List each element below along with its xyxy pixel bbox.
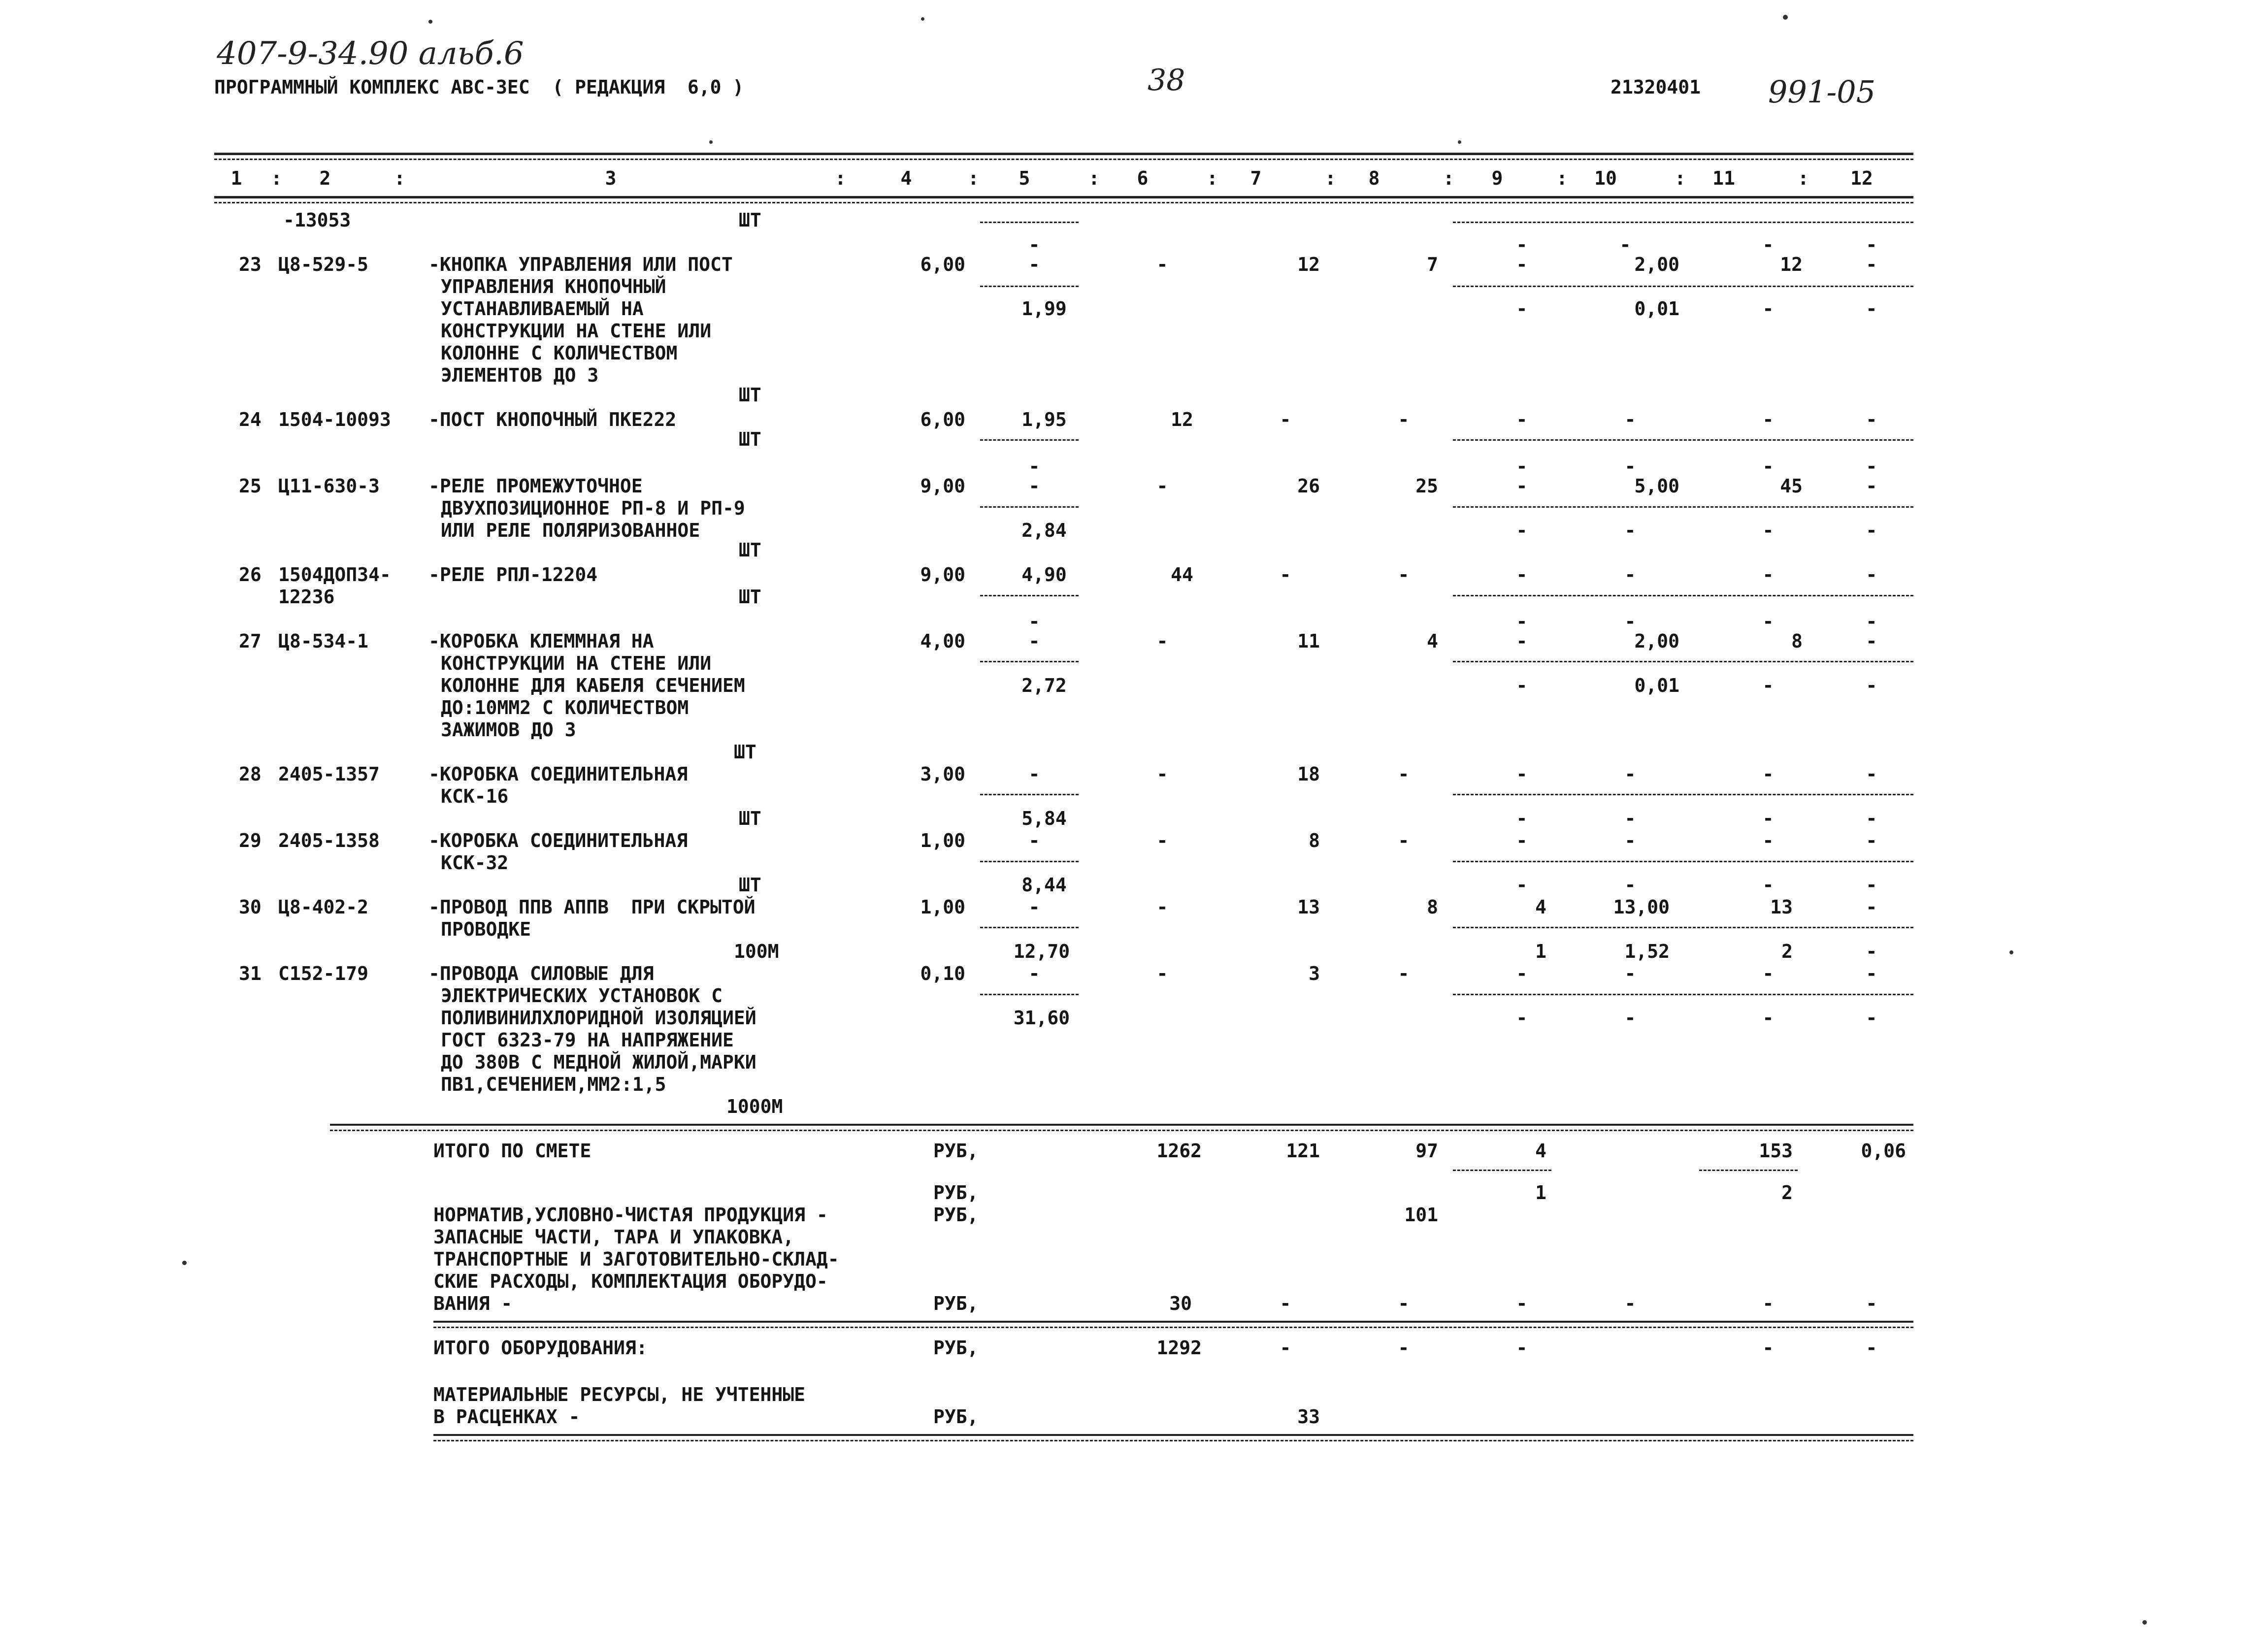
column-header: 1 [230,167,242,189]
table-cell: - [1028,254,1040,275]
table-cell: - [1516,520,1528,541]
table-cell-desc: УСТАНАВЛИВАЕМЫЙ НА [441,298,644,320]
table-cell: - [1516,874,1528,896]
table-cell-desc: ПОЛИВИНИЛХЛОРИДНОЙ ИЗОЛЯЦИЕЙ [441,1007,756,1029]
table-cell-code: 2405-1357 [278,763,380,785]
table-cell-code: 1504ДОП34- [278,564,391,586]
table-cell-desc: -КОРОБКА СОЕДИНИТЕЛЬНАЯ [428,830,688,851]
table-cell: - [1028,611,1040,632]
table-cell: - [1866,564,1877,586]
total-smeta-unit2: РУБ, [933,1182,979,1204]
table-cell: - [1762,830,1774,851]
table-cell: - [1866,409,1877,430]
scan-speck [921,17,924,21]
column-separator: : [835,167,846,189]
table-cell: 31,60 [1013,1007,1070,1029]
total-smeta-unit: РУБ, [933,1140,979,1162]
table-cell: - [1280,564,1291,586]
table-cell-code: 2405-1358 [278,830,380,851]
cell-rule [1453,1170,1551,1171]
table-cell-desc: ЭЛЕМЕНТОВ ДО 3 [441,364,599,386]
table-cell: 4 [1427,630,1438,652]
table-cell: 8,44 [1021,874,1067,896]
totals-rule [330,1124,1913,1126]
table-cell-num: 30 [239,896,262,918]
table-cell: - [1624,874,1636,896]
table-cell: 2,72 [1021,675,1067,696]
table-cell: 7 [1427,254,1438,275]
table-cell: - [1866,963,1877,984]
table-cell-unit: ШТ [739,874,761,896]
table-cell: - [1398,763,1410,785]
cell-rule [980,794,1079,795]
equipment-total-unit: РУБ, [933,1337,979,1359]
equipment-total-label: ИТОГО ОБОРУДОВАНИЯ: [433,1337,648,1359]
table-cell: - [1762,963,1774,984]
cell-rule [1453,222,1913,223]
cell-rule [980,861,1079,862]
table-cell: 1 [1535,941,1546,962]
table-cell: - [1516,234,1528,256]
column-header: 3 [605,167,617,189]
table-cell-desc: КСК-32 [441,852,509,874]
table-cell: - [1762,763,1774,785]
column-separator: : [271,167,282,189]
table-cell: - [1624,808,1636,829]
cell-rule [1453,439,1913,441]
table-cell: - [1762,564,1774,586]
table-cell: - [1762,874,1774,896]
table-cell: 26 [1297,475,1320,497]
column-header: 9 [1491,167,1503,189]
table-cell: - [1516,630,1528,652]
cell-rule [1453,794,1913,795]
table-cell: - [1624,564,1636,586]
table-cell: - [1624,409,1636,430]
table-cell-code: 1504-10093 [278,409,391,430]
total-smeta-c9b: 1 [1535,1182,1546,1204]
handwritten-reference: 407-9-34.90 альб.6 [217,35,524,72]
table-cell-desc: КОЛОННЕ ДЛЯ КАБЕЛЯ СЕЧЕНИЕМ [441,675,745,696]
table-cell-unit: ШТ [739,428,761,450]
table-cell: - [1516,409,1528,430]
table-cell: 0,01 [1634,675,1679,696]
cell-rule [980,439,1079,441]
cell-rule [1453,661,1913,662]
cell-rule [1453,994,1913,995]
table-cell: - [1280,409,1291,430]
table-cell: - [1516,963,1528,984]
cell-rule [1453,286,1913,287]
column-separator: : [1798,167,1809,189]
materials-line: МАТЕРИАЛЬНЫЕ РЕСУРСЫ, НЕ УЧТЕННЫЕ [433,1384,805,1405]
table-cell-num: 24 [239,409,262,430]
table-cell: 12 [1171,409,1193,430]
table-cell: - [1866,254,1877,275]
table-cell: - [1624,456,1636,477]
equipment-total-c9: - [1516,1337,1528,1359]
table-cell: - [1762,808,1774,829]
table-cell: 13 [1297,896,1320,918]
table-cell: - [1028,234,1040,256]
table-cell: 45 [1780,475,1803,497]
equipment-total-c11: - [1762,1337,1774,1359]
table-cell-desc: ГОСТ 6323-79 НА НАПРЯЖЕНИЕ [441,1029,734,1051]
table-cell: - [1762,520,1774,541]
table-cell: 2 [1781,941,1793,962]
table-cell: - [1156,254,1168,275]
table-cell: 1,99 [1021,298,1067,320]
column-header: 12 [1850,167,1873,189]
page-number: 38 [1148,63,1185,98]
table-cell: 1,00 [920,896,965,918]
table-cell: - [1156,475,1168,497]
table-cell: - [1156,630,1168,652]
table-cell: 6,00 [920,409,965,430]
table-cell: 4,90 [1021,564,1067,586]
table-cell: - [1624,830,1636,851]
total-smeta-c9: 4 [1535,1140,1546,1162]
normativ-c10: - [1624,1293,1636,1314]
handwritten-code: 991-05 [1768,74,1876,110]
normativ-line: СКИЕ РАСХОДЫ, КОМПЛЕКТАЦИЯ ОБОРУДО- [433,1271,828,1292]
equipment-total-c7: - [1280,1337,1291,1359]
normativ-unit: РУБ, [933,1204,979,1226]
column-separator: : [1443,167,1454,189]
materials-unit: РУБ, [933,1406,979,1428]
totals-rule-2 [330,1130,1913,1131]
normativ-c9: - [1516,1293,1528,1314]
table-cell-num: 27 [239,630,262,652]
table-cell-unit: ШТ [739,209,761,231]
column-separator: : [394,167,405,189]
table-cell: - [1762,456,1774,477]
scan-speck [2142,1620,2147,1625]
table-cell: - [1028,896,1040,918]
cell-rule [1699,1170,1798,1171]
table-cell-code: Ц11-630-3 [278,475,380,497]
equipment-rule [433,1321,1913,1323]
table-cell-desc: -ПРОВОДА СИЛОВЫЕ ДЛЯ [428,963,654,984]
table-cell-desc: -ПОСТ КНОПОЧНЫЙ ПКЕ222 [428,409,677,430]
table-cell: - [1028,963,1040,984]
table-cell-desc: -КОРОБКА СОЕДИНИТЕЛЬНАЯ [428,763,688,785]
table-cell-desc: -КНОПКА УПРАВЛЕНИЯ ИЛИ ПОСТ [428,254,733,275]
total-smeta-c12: 0,06 [1861,1140,1906,1162]
table-cell: - [1624,611,1636,632]
table-cell: - [1516,298,1528,320]
column-separator: : [1207,167,1218,189]
table-cell: - [1156,963,1168,984]
table-cell: - [1624,763,1636,785]
normativ-c7: - [1280,1293,1291,1314]
table-cell: - [1866,808,1877,829]
table-cell: 1,95 [1021,409,1067,430]
table-cell: - [1516,808,1528,829]
table-cell: - [1866,874,1877,896]
equipment-total-c6: 1292 [1156,1337,1202,1359]
equipment-total-c8: - [1398,1337,1410,1359]
table-cell: 0,10 [920,963,965,984]
table-cell: 0,01 [1634,298,1679,320]
table-cell-desc: ЭЛЕКТРИЧЕСКИХ УСТАНОВОК С [441,985,723,1007]
table-cell: - [1516,1007,1528,1029]
column-header: 8 [1368,167,1380,189]
table-cell: - [1516,611,1528,632]
total-smeta-c11b: 2 [1781,1182,1793,1204]
table-cell: - [1866,1007,1877,1029]
table-cell: - [1516,254,1528,275]
table-cell: - [1398,830,1410,851]
table-cell: - [1028,456,1040,477]
table-cell: - [1028,830,1040,851]
normativ-c11: - [1762,1293,1774,1314]
cell-rule [980,994,1079,995]
table-cell: - [1762,409,1774,430]
table-cell: - [1762,675,1774,696]
table-cell: - [1624,1007,1636,1029]
table-cell: 3,00 [920,763,965,785]
table-cell-desc: ЗАЖИМОВ ДО 3 [441,719,576,741]
table-cell-num: 28 [239,763,262,785]
table-cell-code: Ц8-534-1 [278,630,369,652]
table-cell-code: Ц8-402-2 [278,896,369,918]
table-cell: - [1398,564,1410,586]
table-cell: 13,00 [1613,896,1670,918]
table-cell: - [1866,830,1877,851]
top-rule-2 [214,159,1913,160]
equipment-rule-2 [433,1327,1913,1328]
cell-rule [1453,927,1913,928]
table-cell: - [1156,830,1168,851]
table-cell: 8 [1309,830,1320,851]
table-cell: 2,00 [1634,254,1679,275]
top-rule [214,153,1913,155]
table-cell: 4 [1535,896,1546,918]
table-cell-desc: -РЕЛЕ РПЛ-12204 [428,564,598,586]
table-cell-desc: ДВУХПОЗИЦИОННОЕ РП-8 И РП-9 [441,497,745,519]
scan-speck [182,1261,187,1265]
column-header: 4 [900,167,912,189]
cell-rule [980,661,1079,662]
materials-c7: 33 [1297,1406,1320,1428]
column-separator: : [968,167,979,189]
materials-line: В РАСЦЕНКАХ - [433,1406,580,1428]
table-cell: - [1028,475,1040,497]
cell-rule [1453,595,1913,596]
table-cell: 2,84 [1021,520,1067,541]
table-cell-desc: КСК-16 [441,785,509,807]
normativ-line: ВАНИЯ - [433,1293,513,1314]
table-cell: 9,00 [920,564,965,586]
table-cell: 2,00 [1634,630,1679,652]
column-header: 11 [1712,167,1735,189]
table-cell: 1,00 [920,830,965,851]
cell-rule [980,595,1079,596]
table-cell: - [1866,475,1877,497]
table-cell: - [1516,763,1528,785]
table-cell: - [1866,896,1877,918]
table-cell: 8 [1791,630,1803,652]
table-cell: - [1398,409,1410,430]
table-cell: - [1516,456,1528,477]
table-cell-num: 26 [239,564,262,586]
cell-rule [1453,506,1913,508]
table-cell-desc: ПРОВОДКЕ [441,918,531,940]
equipment-total-c12: - [1866,1337,1877,1359]
scan-speck [709,140,713,144]
table-cell: - [1866,941,1877,962]
table-cell: 5,00 [1634,475,1679,497]
table-cell: - [1762,298,1774,320]
table-cell-desc: -ПРОВОД ППВ АППВ ПРИ СКРЫТОЙ [428,896,756,918]
table-cell-code: Ц8-529-5 [278,254,369,275]
scan-speck [428,20,432,24]
header-bottom-rule-2 [214,202,1913,203]
table-cell-desc: КОЛОННЕ С КОЛИЧЕСТВОМ [441,342,678,364]
table-cell-desc: -КОРОБКА КЛЕММНАЯ НА [428,630,654,652]
column-header: 6 [1137,167,1149,189]
table-cell: - [1866,763,1877,785]
table-cell-code: С152-179 [278,963,369,984]
total-smeta-c8: 97 [1415,1140,1438,1162]
table-cell: - [1156,763,1168,785]
cell-rule [980,222,1079,223]
column-separator: : [1675,167,1686,189]
scan-speck [1458,140,1461,144]
table-cell-unit: ШТ [739,586,761,608]
table-cell-desc: ДО 380В С МЕДНОЙ ЖИЛОЙ,МАРКИ [441,1051,756,1073]
table-cell-desc: ДО:10ММ2 С КОЛИЧЕСТВОМ [441,697,689,718]
table-cell: - [1516,475,1528,497]
table-cell-unit: 1000М [726,1096,783,1117]
table-cell: 3 [1309,963,1320,984]
scan-speck [1783,15,1788,20]
total-smeta-c6: 1262 [1156,1140,1202,1162]
table-cell: 4,00 [920,630,965,652]
table-cell-num: 23 [239,254,262,275]
table-cell: - [1866,520,1877,541]
table-cell-unit: ШТ [734,741,756,763]
table-cell: - [1028,763,1040,785]
table-cell: - [1516,675,1528,696]
column-header: 7 [1250,167,1262,189]
header-bottom-rule [214,196,1913,198]
table-cell: 13 [1770,896,1793,918]
total-smeta-label: ИТОГО ПО СМЕТЕ [433,1140,592,1162]
table-cell: 6,00 [920,254,965,275]
table-cell: 5,84 [1021,808,1067,829]
normativ-line: ТРАНСПОРТНЫЕ И ЗАГОТОВИТЕЛЬНО-СКЛАД- [433,1248,839,1270]
cell-rule [980,927,1079,928]
normativ-c12: - [1866,1293,1877,1314]
column-separator: : [1325,167,1336,189]
normativ-c8: 101 [1404,1204,1438,1226]
table-cell-desc: КОНСТРУКЦИИ НА СТЕНЕ ИЛИ [441,320,712,342]
normativ-unit2: РУБ, [933,1293,979,1314]
bottom-rule-2 [433,1440,1913,1441]
table-cell-num: 25 [239,475,262,497]
scan-speck [2009,950,2013,954]
column-header: 5 [1019,167,1030,189]
cell-rule [1453,861,1913,862]
table-cell: - [1624,963,1636,984]
table-cell: - [1398,963,1410,984]
normativ-line: НОРМАТИВ,УСЛОВНО-ЧИСТАЯ ПРОДУКЦИЯ - [433,1204,828,1226]
table-cell: - [1624,520,1636,541]
column-separator: : [1088,167,1100,189]
column-separator: : [1556,167,1568,189]
table-cell: - [1866,456,1877,477]
table-cell: - [1762,611,1774,632]
table-cell: 44 [1171,564,1193,586]
table-cell-desc: КОНСТРУКЦИИ НА СТЕНЕ ИЛИ [441,652,712,674]
table-cell: 11 [1297,630,1320,652]
table-cell: 12 [1780,254,1803,275]
table-cell-unit: ШТ [739,539,761,561]
table-cell: 12 [1297,254,1320,275]
total-smeta-c11: 153 [1759,1140,1793,1162]
cell-rule [980,286,1079,287]
table-cell-desc: ИЛИ РЕЛЕ ПОЛЯРИЗОВАННОЕ [441,520,700,541]
table-cell: - [1866,611,1877,632]
program-title: ПРОГРАММНЫЙ КОМПЛЕКС АВС-3ЕС ( РЕДАКЦИЯ 6,0 ) [214,76,744,98]
table-cell-code: -13053 [283,209,351,231]
table-cell: - [1866,234,1877,256]
normativ-c8b: - [1398,1293,1410,1314]
table-cell-num: 31 [239,963,262,984]
total-smeta-c7: 121 [1286,1140,1320,1162]
table-cell: - [1866,298,1877,320]
table-cell: - [1762,234,1774,256]
table-cell: - [1762,1007,1774,1029]
table-cell: 25 [1415,475,1438,497]
document-code: 21320401 [1611,76,1701,98]
table-cell: 18 [1297,763,1320,785]
table-cell: 9,00 [920,475,965,497]
table-cell: 8 [1427,896,1438,918]
table-cell: - [1619,234,1631,256]
table-cell: - [1028,630,1040,652]
table-cell-unit: 100М [734,941,779,962]
table-cell: - [1156,896,1168,918]
table-cell-num: 29 [239,830,262,851]
table-cell: - [1516,564,1528,586]
table-cell-unit: ШТ [739,384,761,406]
table-cell-desc: УПРАВЛЕНИЯ КНОПОЧНЫЙ [441,276,666,297]
table-cell: - [1516,830,1528,851]
table-cell-desc: ПВ1,СЕЧЕНИЕМ,ММ2:1,5 [441,1074,666,1095]
table-cell-desc: -РЕЛЕ ПРОМЕЖУТОЧНОЕ [428,475,643,497]
column-header: 10 [1594,167,1617,189]
cell-rule [980,506,1079,508]
table-cell: - [1866,675,1877,696]
table-cell: 12,70 [1013,941,1070,962]
column-header: 2 [319,167,331,189]
table-cell-code: 12236 [278,586,335,608]
normativ-c6: 30 [1169,1293,1192,1314]
normativ-line: ЗАПАСНЫЕ ЧАСТИ, ТАРА И УПАКОВКА, [433,1226,794,1248]
table-cell: - [1866,630,1877,652]
bottom-rule [433,1434,1913,1436]
table-cell-unit: ШТ [739,808,761,829]
table-cell: 1,52 [1624,941,1670,962]
